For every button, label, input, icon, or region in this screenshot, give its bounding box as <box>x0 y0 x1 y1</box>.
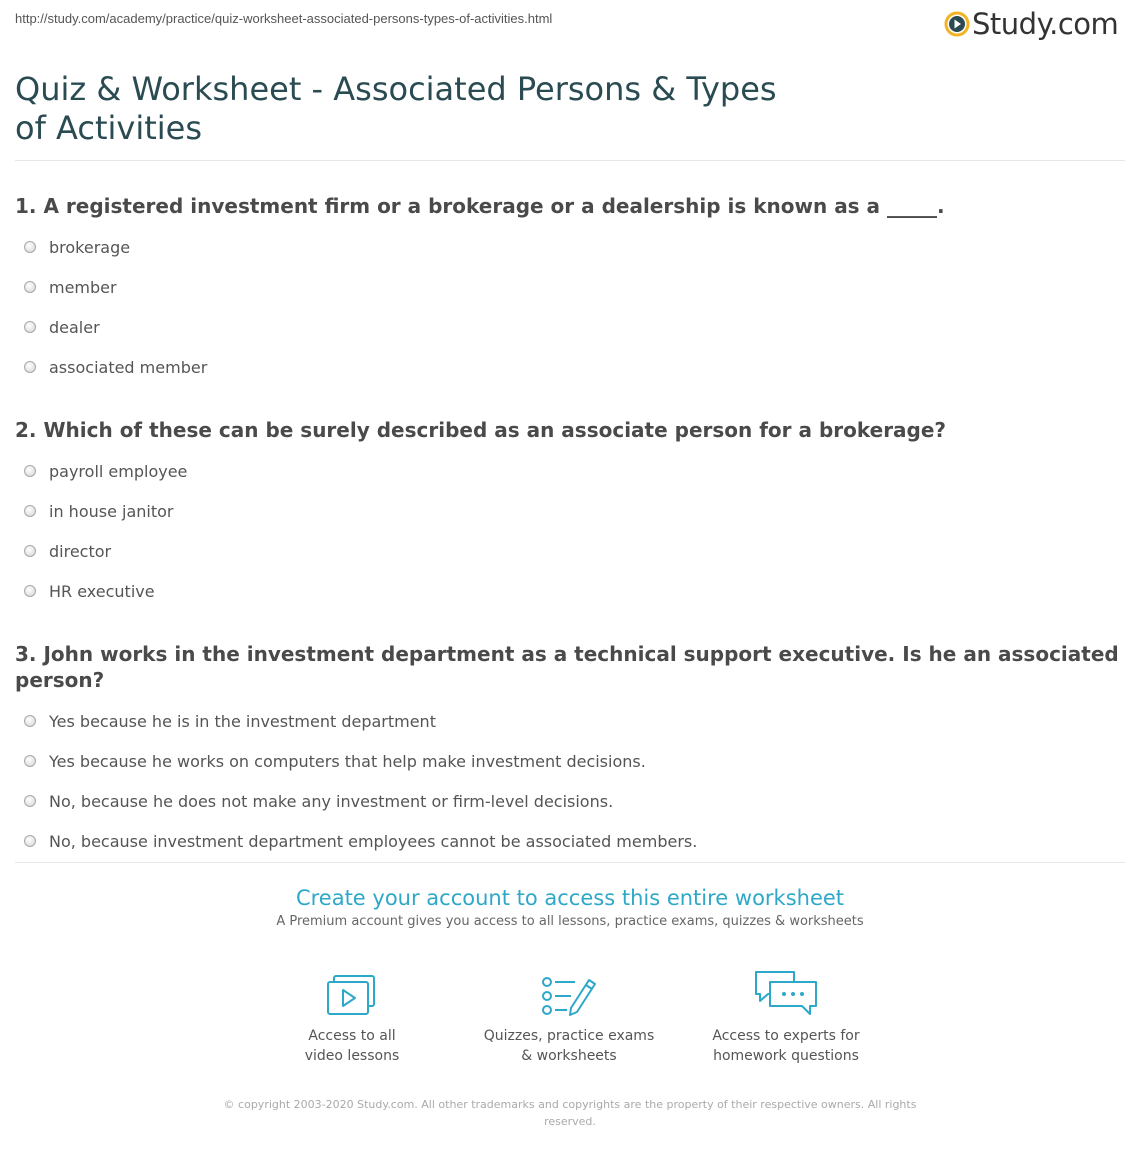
signup-cta <box>0 884 1140 929</box>
title-divider <box>15 160 1125 161</box>
question-text: 1. A registered investment firm or a brokerage or a dealership is known as a _____. <box>15 194 945 218</box>
radio-button[interactable] <box>24 465 36 477</box>
answer-option[interactable] <box>15 531 1125 571</box>
feature-experts <box>686 968 886 1066</box>
answer-option[interactable] <box>15 451 1125 491</box>
option-label: Yes because he works on computers that help make investment decisions. <box>49 751 646 771</box>
radio-button[interactable] <box>24 321 36 333</box>
radio-button[interactable] <box>24 545 36 557</box>
feature-quizzes <box>469 968 669 1066</box>
answer-options <box>15 701 1125 861</box>
option-label: director <box>49 541 112 561</box>
feature-label-line: Access to experts for <box>712 1028 860 1044</box>
page-title: Quiz & Worksheet - Associated Persons & Types of Activities <box>15 70 777 147</box>
option-label: member <box>49 277 117 297</box>
question-text: 2. Which of these can be surely described as an associate person for a brokerage? <box>15 418 947 442</box>
answer-option[interactable] <box>15 491 1125 531</box>
answer-option[interactable] <box>15 571 1125 611</box>
chat-bubbles-icon <box>754 968 818 1018</box>
copyright-line: © copyright 2003-2020 Study.com. All other trademarks and copyrights are the property of their respective owners. All rights <box>223 1098 917 1111</box>
radio-button[interactable] <box>24 585 36 597</box>
answer-option[interactable] <box>15 701 1125 741</box>
cta-subtitle: A Premium account gives you access to all lessons, practice exams, quizzes & worksheets <box>276 914 864 929</box>
option-label: associated member <box>49 357 208 377</box>
answer-option[interactable] <box>15 347 1125 387</box>
quiz-checklist-icon <box>541 974 597 1018</box>
answer-options <box>15 227 1125 387</box>
question-3 <box>15 641 1125 861</box>
question-2 <box>15 417 1125 611</box>
copyright-line: reserved. <box>544 1115 596 1128</box>
option-label: dealer <box>49 317 100 337</box>
option-label: No, because investment department employees cannot be associated members. <box>49 831 698 851</box>
feature-label-line: Access to all <box>308 1028 396 1044</box>
study-logo[interactable] <box>944 6 1118 42</box>
feature-label-line: video lessons <box>304 1048 400 1064</box>
option-label: No, because he does not make any investment or firm-level decisions. <box>49 791 614 811</box>
question-1 <box>15 193 1125 387</box>
logo-text: Study.com <box>972 7 1119 41</box>
feature-label-line: Quizzes, practice exams <box>483 1028 655 1044</box>
answer-options <box>15 451 1125 611</box>
radio-button[interactable] <box>24 715 36 727</box>
answer-option[interactable] <box>15 781 1125 821</box>
radio-button[interactable] <box>24 835 36 847</box>
answer-option[interactable] <box>15 267 1125 307</box>
feature-label-line: homework questions <box>713 1048 859 1064</box>
answer-option[interactable] <box>15 741 1125 781</box>
radio-button[interactable] <box>24 795 36 807</box>
option-label: payroll employee <box>49 461 188 481</box>
answer-option[interactable] <box>15 307 1125 347</box>
option-label: Yes because he is in the investment department <box>49 711 436 731</box>
option-label: HR executive <box>49 581 155 601</box>
cta-title-link[interactable]: Create your account to access this entire worksheet <box>295 886 845 910</box>
play-logo-icon <box>944 11 970 37</box>
radio-button[interactable] <box>24 505 36 517</box>
radio-button[interactable] <box>24 241 36 253</box>
questions-divider <box>15 862 1125 863</box>
option-label: in house janitor <box>49 501 174 521</box>
feature-video-lessons <box>252 968 452 1066</box>
feature-label-line: & worksheets <box>521 1048 617 1064</box>
answer-option[interactable] <box>15 821 1125 861</box>
radio-button[interactable] <box>24 755 36 767</box>
radio-button[interactable] <box>24 361 36 373</box>
video-lessons-icon <box>326 974 378 1018</box>
page-url: http://study.com/academy/practice/quiz-worksheet-associated-persons-types-of-activities.html <box>15 11 553 26</box>
answer-option[interactable] <box>15 227 1125 267</box>
question-text: 3. John works in the investment department as a technical support executive. Is he an associated person? <box>15 642 1119 692</box>
radio-button[interactable] <box>24 281 36 293</box>
option-label: brokerage <box>49 237 131 257</box>
copyright-footer <box>210 1096 930 1130</box>
